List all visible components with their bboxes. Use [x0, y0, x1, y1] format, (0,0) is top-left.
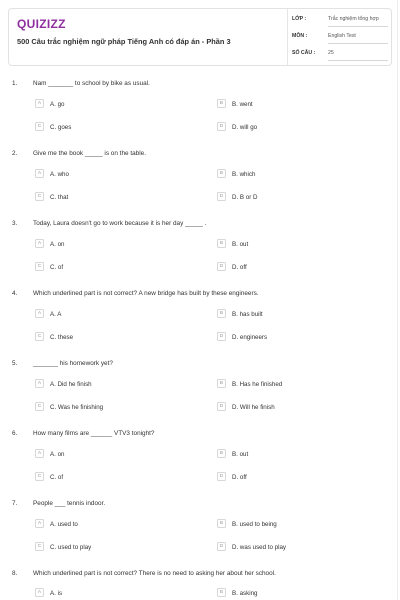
worksheet-title: 500 Câu trắc nghiệm ngữ pháp Tiếng Anh có đáp án - Phần 3: [17, 37, 231, 46]
option-letter-box: A: [35, 239, 44, 248]
option-text: A. used to: [50, 520, 78, 528]
option-letter-box: B: [217, 519, 226, 528]
option-text: C. these: [50, 333, 74, 341]
meta-underline: [328, 60, 388, 61]
option-text: D. engineers: [232, 333, 268, 341]
meta-count-label: SỐ CÂU :: [292, 50, 316, 56]
option-text: A. go: [50, 100, 65, 108]
option-letter-box: C: [35, 192, 44, 201]
question-number: 3.: [12, 220, 18, 227]
option-letter-box: B: [217, 239, 226, 248]
option-text: B. out: [232, 450, 249, 458]
option-letter-box: A: [35, 588, 44, 597]
question-text: _______ his homework yet?: [33, 360, 113, 367]
header-divider: [287, 9, 288, 65]
question-number: 1.: [12, 80, 18, 87]
option-letter-box: C: [35, 262, 44, 271]
meta-class-value: Trắc nghiệm tổng hợp: [328, 16, 379, 22]
option-letter-box: B: [217, 309, 226, 318]
page-edge: [397, 0, 398, 600]
option-text: A. on: [50, 240, 65, 248]
option-text: B. out: [232, 240, 249, 248]
option-text: D. Will he finish: [232, 403, 275, 411]
option-letter-box: D: [217, 402, 226, 411]
option-letter-box: D: [217, 542, 226, 551]
question-number: 4.: [12, 290, 18, 297]
option-text: C. that: [50, 193, 69, 201]
option-text: B. asking: [232, 589, 258, 597]
option-text: D. was used to play: [232, 543, 286, 551]
option-text: C. used to play: [50, 543, 92, 551]
option-letter-box: A: [35, 169, 44, 178]
meta-class-row: [292, 13, 388, 27]
option-letter-box: D: [217, 262, 226, 271]
option-letter-box: C: [35, 122, 44, 131]
question-text: Nam _______ to school by bike as usual.: [33, 80, 150, 87]
question-number: 7.: [12, 500, 18, 507]
option-letter-box: C: [35, 542, 44, 551]
option-text: A. on: [50, 450, 65, 458]
option-letter-box: A: [35, 99, 44, 108]
option-letter-box: A: [35, 309, 44, 318]
option-letter-box: D: [217, 472, 226, 481]
question-number: 5.: [12, 360, 18, 367]
option-text: B. used to being: [232, 520, 277, 528]
meta-subject-label: MÔN :: [292, 33, 308, 39]
option-letter-box: B: [217, 169, 226, 178]
option-text: C. of: [50, 263, 64, 271]
option-letter-box: B: [217, 99, 226, 108]
option-text: A. A: [50, 310, 62, 318]
question-number: 6.: [12, 430, 18, 437]
option-text: C. Was he finishing: [50, 403, 104, 411]
option-text: A. who: [50, 170, 69, 178]
worksheet-header: [8, 8, 392, 66]
meta-count-value: 25: [328, 50, 334, 56]
option-text: A. is: [50, 589, 63, 597]
meta-underline: [328, 43, 388, 44]
option-letter-box: A: [35, 449, 44, 458]
option-text: D. off: [232, 263, 247, 271]
option-text: C. of: [50, 473, 64, 481]
question-number: 2.: [12, 150, 18, 157]
option-letter-box: D: [217, 332, 226, 341]
meta-subject-value: English Test: [328, 33, 356, 39]
meta-class-label: LỚP :: [292, 16, 307, 22]
option-letter-box: B: [217, 588, 226, 597]
question-text: How many films are ______ VTV3 tonight?: [33, 430, 155, 437]
option-text: C. goes: [50, 123, 72, 131]
option-letter-box: D: [217, 192, 226, 201]
option-letter-box: D: [217, 122, 226, 131]
quizizz-logo: QUIZIZZ: [17, 17, 66, 31]
option-letter-box: A: [35, 519, 44, 528]
question-text: Give me the book _____ is on the table.: [33, 150, 146, 157]
option-letter-box: A: [35, 379, 44, 388]
option-letter-box: B: [217, 379, 226, 388]
option-letter-box: C: [35, 472, 44, 481]
question-text: People ___ tennis indoor.: [33, 500, 106, 507]
question-number: 8.: [12, 570, 18, 577]
option-text: B. has built: [232, 310, 263, 318]
option-text: D. B or D: [232, 193, 258, 201]
option-letter-box: C: [35, 332, 44, 341]
option-text: B. Has he finished: [232, 380, 283, 388]
option-text: D. will go: [232, 123, 258, 131]
meta-underline: [328, 26, 388, 27]
option-letter-box: B: [217, 449, 226, 458]
option-text: A. Did he finish: [50, 380, 92, 388]
meta-subject-row: [292, 30, 388, 44]
meta-count-row: [292, 47, 388, 61]
option-text: D. off: [232, 473, 247, 481]
option-letter-box: C: [35, 402, 44, 411]
question-text: Which underlined part is not correct? There is no need to asking her about her school.: [33, 570, 276, 577]
question-text: Today, Laura doesn't go to work because it is her day _____ .: [33, 220, 207, 227]
option-text: B. went: [232, 100, 253, 108]
question-text: Which underlined part is not correct? A new bridge has built by these engineers.: [33, 290, 259, 297]
option-text: B. which: [232, 170, 256, 178]
